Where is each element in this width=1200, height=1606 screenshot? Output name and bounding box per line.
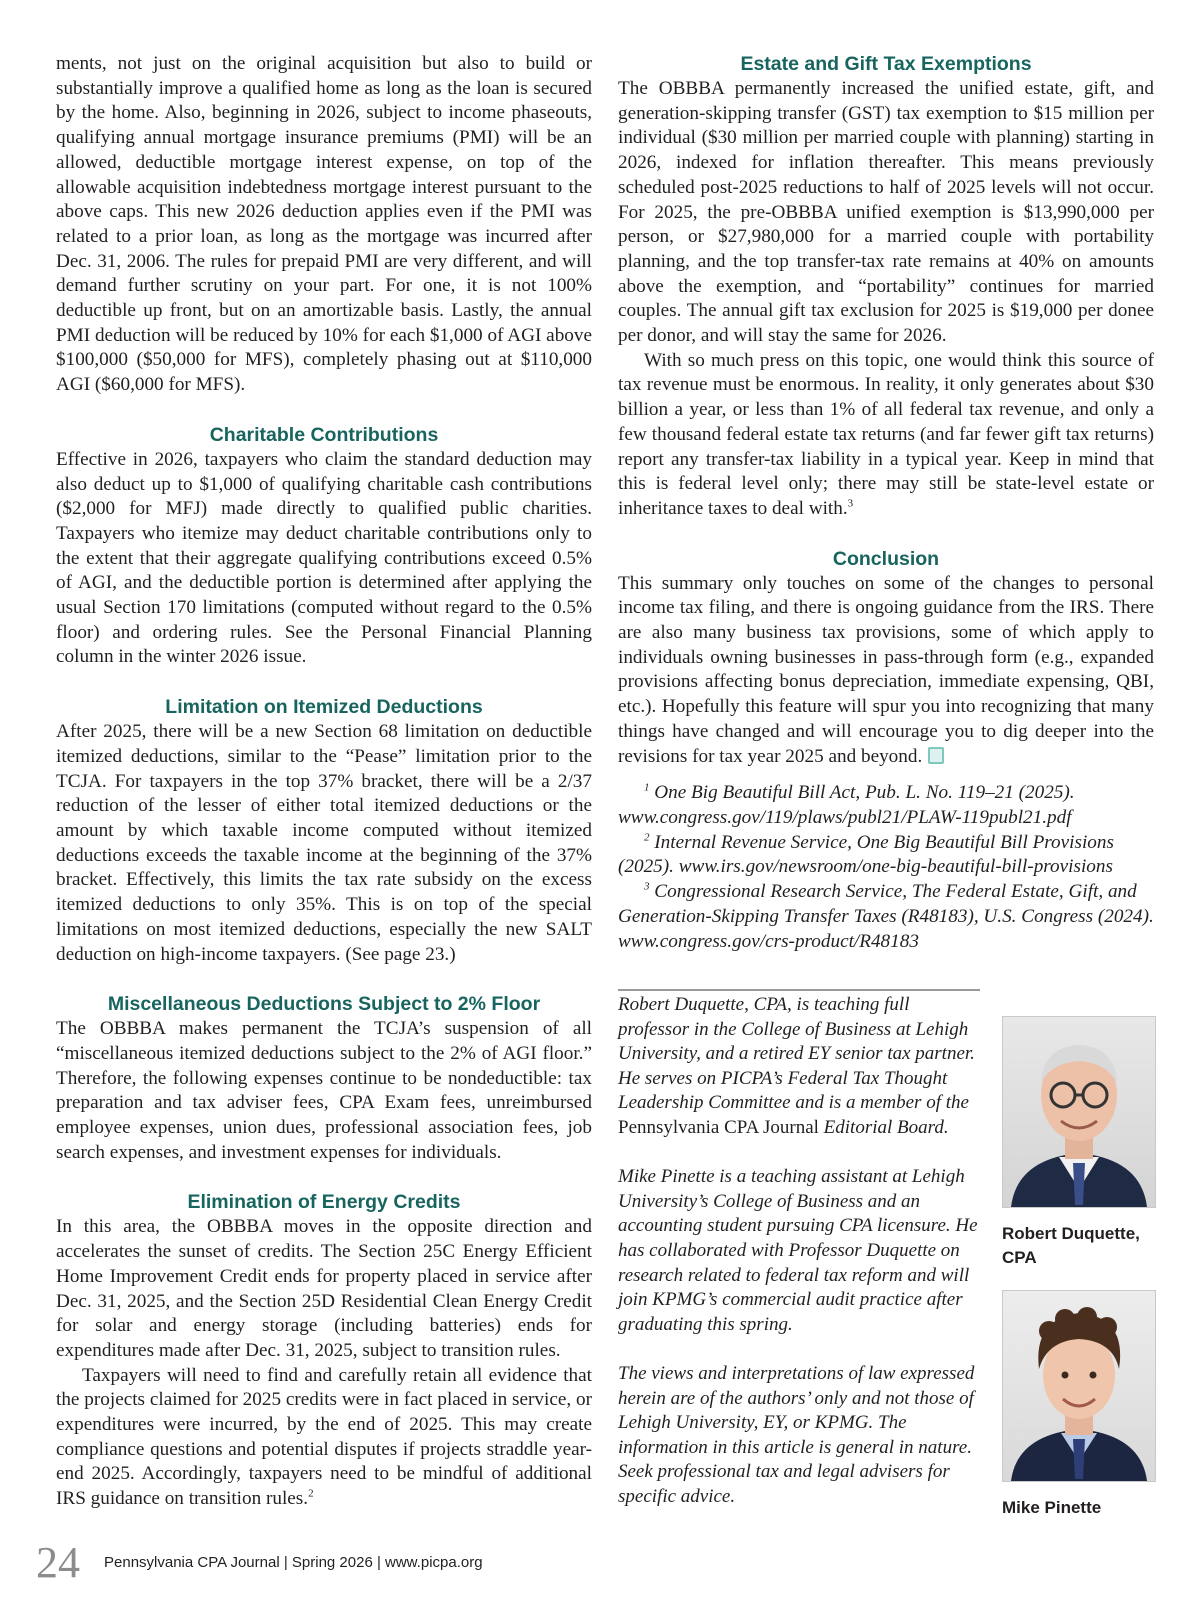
charitable-paragraph: Effective in 2026, taxpayers who claim the standard deduction may also deduct up to $1,000 of qualifying charitable cash contributions ($2,000 for MFJ) made directly to qualified public charities. Taxpayers who itemize may deduct charitable contributions only to the extent that their aggregate qualifying contributions exceed 0.5% of AGI, and the deductible portion is determined after applying the usual Section 170 limitations (computed without regard to the 0.5% floor) and ordering rules. See the Personal Financial Planning column in the winter 2026 issue. bbox=[56, 448, 592, 668]
portrait-illustration bbox=[1003, 1291, 1155, 1481]
footnote-3 bbox=[618, 880, 1154, 954]
author-bio bbox=[618, 993, 980, 1534]
energy-heading: Elimination of Energy Credits bbox=[187, 1191, 461, 1214]
miscellaneous-paragraph: The OBBBA makes permanent the TCJA’s suspension of all “miscellaneous itemized deductions subject to the 2% of AGI floor.” Therefore, the following expenses continue to be nondeductible: tax preparation and tax adviser fees, CPA Exam fees, unreimbursed employee expenses, union dues, professional association fees, job search expenses, and investment expenses for individuals. bbox=[56, 1018, 592, 1163]
miscellaneous-heading: Miscellaneous Deductions Subject to 2% Floor bbox=[107, 993, 541, 1016]
editorial-board-text: Editorial Board. bbox=[823, 1116, 949, 1138]
energy-paragraph-2 bbox=[56, 1364, 592, 1512]
journal-name: Pennsylvania CPA Journal bbox=[618, 1116, 819, 1138]
estate-heading: Estate and Gift Tax Exemptions bbox=[740, 53, 1032, 75]
conclusion-paragraph bbox=[618, 572, 1154, 770]
right-column bbox=[618, 52, 1154, 954]
duquette-bio-text: Robert Duquette, CPA, is teaching full professor in the College of Business at Lehigh University, and a retired EY senior tax partner. He serves on PICPA’s Federal Tax Thought Leadership Committee and is a member of the bbox=[618, 994, 975, 1114]
footnote-2 bbox=[618, 831, 1154, 880]
disclaimer: The views and interpretations of law expressed herein are of the authors’ only and not those of Lehigh University, EY, or KPMG. The information in this article is general in nature. Seek professional tax and legal advisers for specific advice. bbox=[618, 1362, 975, 1507]
conclusion-heading: Conclusion bbox=[832, 547, 940, 570]
left-column bbox=[56, 52, 592, 1512]
footnote-text: Internal Revenue Service, One Big Beautiful Bill Provisions (2025). www.irs.gov/newsroom/one-big-beautiful-bill-provisions bbox=[618, 831, 1114, 878]
pinette-caption: Mike Pinette bbox=[1002, 1498, 1102, 1517]
energy-paragraph-2-text: Taxpayers will need to find and carefully retain all evidence that the projects claimed for 2025 credits were in fact placed in service, or expenditures were incurred, by the end of 2025. This may create compliance questions and potential disputes if projects straddle year-end 2025. Accordingly, taxpayers need to be mindful of additional IRS guidance on transition rules. bbox=[56, 1364, 592, 1510]
footnotes bbox=[618, 781, 1154, 954]
footnote-number: 2 bbox=[644, 831, 650, 844]
estate-paragraph-2 bbox=[618, 349, 1154, 522]
portrait-illustration bbox=[1003, 1017, 1155, 1207]
intro-paragraph: ments, not just on the original acquisition but also to build or substantially improve a qualified home as long as the loan is secured by the home. Also, beginning in 2026, subject to income phaseouts, qualifying annual mortgage insurance premiums (PMI) will be an allowed, deductible mortgage interest expense, on top of the allowable acquisition indebtedness mortgage interest pursuant to the above caps. This new 2026 deduction applies even if the PMI was related to a prior loan, as long as the mortgage was incurred after Dec. 31, 2006. The rules for prepaid PMI are very different, and will demand further scrutiny on your part. For one, it is not 100% deductible up front, but on an amortizable basis. Lastly, the annual PMI deduction will be reduced by 10% for each $1,000 of AGI above $100,000 ($50,000 for MFS), completely phasing out at $110,000 AGI ($60,000 for MFS). bbox=[56, 53, 592, 396]
pinette-photo bbox=[1002, 1290, 1156, 1482]
end-of-article-icon bbox=[928, 747, 944, 764]
footnote-ref-3: 3 bbox=[847, 497, 854, 510]
footnote-1 bbox=[618, 781, 1154, 830]
footnote-text: Congressional Research Service, The Federal Estate, Gift, and Generation-Skipping Transfer Taxes (R48183), U.S. Congress (2024). www.congress.gov/crs-product/R48183 bbox=[618, 881, 1154, 952]
limitation-heading: Limitation on Itemized Deductions bbox=[165, 696, 483, 719]
duquette-photo bbox=[1002, 1016, 1156, 1208]
footer-publication-info: Pennsylvania CPA Journal | Spring 2026 | www.picpa.org bbox=[104, 1554, 483, 1571]
limitation-paragraph: After 2025, there will be a new Section 68 limitation on deductible itemized deductions, similar to the “Pease” limitation prior to the TCJA. For taxpayers in the top 37% bracket, there will be a 2/37 reduction of the lesser of either total itemized deductions or the amount by which taxable income computed without itemized deductions exceeds the taxable income at the beginning of the 37% bracket. Effectively, this limits the tax rate subsidy on the excess itemized deductions to only 35%. This is on top of the special limitations on most itemized deductions, especially the new SALT deduction on high-income taxpayers. (See page 23.) bbox=[56, 721, 592, 965]
conclusion-paragraph-text: This summary only touches on some of the changes to personal income tax filing, and there is ongoing guidance from the IRS. There are also many business tax provisions, some of which apply to individuals owning businesses in pass-through form (e.g., expanded provisions affecting bonus depreciation, immediate expensing, QBI, etc.). Hopefully this feature will spur you into recognizing that many things have changed and will encourage you to dig deeper into the revisions for tax year 2025 and beyond. bbox=[618, 572, 1154, 767]
estate-paragraph-2-text: With so much press on this topic, one would think this source of tax revenue must be enormous. In reality, it only generates about $30 billion a year, or less than 1% of all federal tax revenue, and only a few thousand federal estate tax returns (and far fewer gift tax returns) report any transfer-tax liability in a typical year. Keep in mind that this is federal level only; there may still be state-level estate or inheritance taxes to deal with. bbox=[618, 349, 1154, 519]
duquette-caption: Robert Duquette, CPA bbox=[1002, 1224, 1140, 1267]
pinette-bio: Mike Pinette is a teaching assistant at Lehigh University’s College of Business and an accounting student pursuing CPA licensure. He has collaborated with Professor Duquette on research related to federal tax reform and will join KPMG’s commercial audit practice after graduating this spring. bbox=[618, 1166, 978, 1335]
footnote-ref-2: 2 bbox=[308, 1487, 314, 1500]
footnote-number: 1 bbox=[644, 781, 650, 794]
bio-divider bbox=[618, 989, 980, 991]
energy-paragraph-1: In this area, the OBBBA moves in the opposite direction and accelerates the sunset of credits. The Section 25C Energy Efficient Home Improvement Credit ends for property placed in service after Dec. 31, 2025, and the Section 25D Residential Clean Energy Credit for solar and energy storage (including batteries) ends for expenditures made after Dec. 31, 2025, subject to transition rules. bbox=[56, 1216, 592, 1361]
charitable-heading: Charitable Contributions bbox=[209, 423, 439, 446]
estate-paragraph-1: The OBBBA permanently increased the unified estate, gift, and generation-skipping transfer (GST) tax exemption to $15 million per individual ($30 million per married couple with planning) starting in 2026, indexed for inflation thereafter. This means previously scheduled post-2025 reductions to half of 2025 levels will not occur. For 2025, the pre-OBBBA unified exemption is $13,990,000 per person, or $27,980,000 for a married couple with portability planning, and the top transfer-tax rate remains at 40% on amounts above the exemption, and “portability” continues for married couples. The annual gift tax exclusion for 2025 is $19,000 per donee per donor, and will stay the same for 2026. bbox=[618, 78, 1154, 347]
page-number: 24 bbox=[36, 1538, 80, 1587]
footnote-number: 3 bbox=[644, 880, 650, 893]
duquette-bio bbox=[618, 993, 980, 1141]
footnote-text: One Big Beautiful Bill Act, Pub. L. No. 119–21 (2025). www.congress.gov/119/plaws/publ21/PLAW-119publ21.pdf bbox=[618, 782, 1075, 828]
